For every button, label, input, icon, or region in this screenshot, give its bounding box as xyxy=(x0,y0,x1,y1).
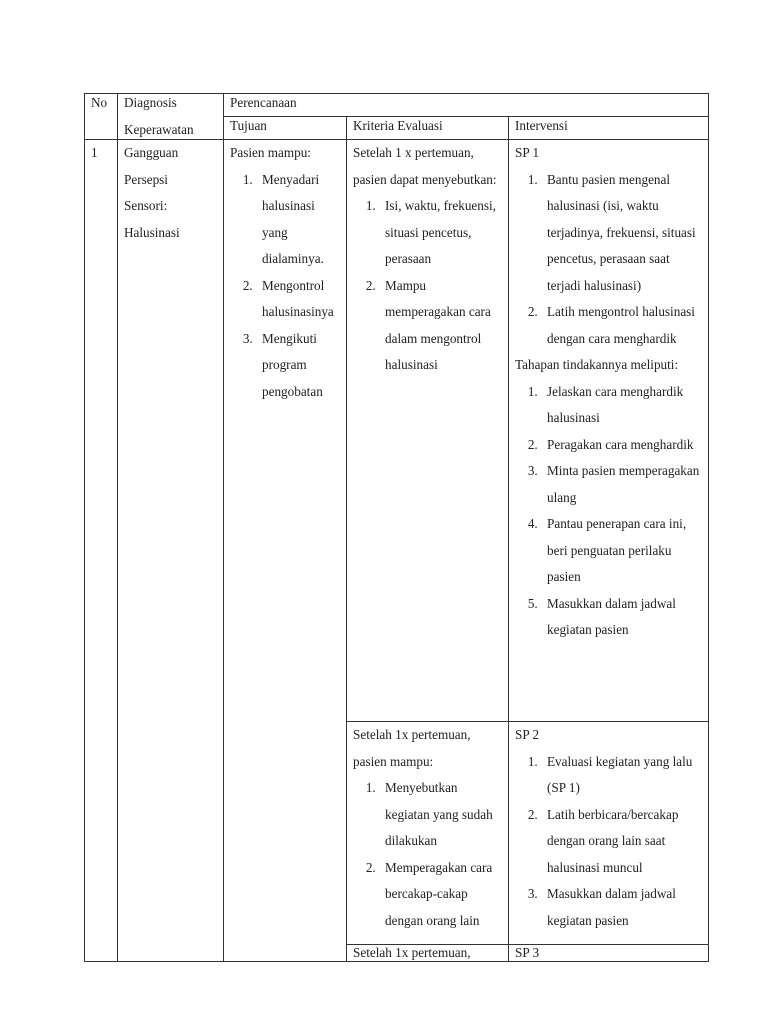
header-no: No xyxy=(85,94,118,140)
intervention-list xyxy=(515,749,702,935)
intervention-item: 3. Masukkan dalam jadwal kegiatan pasien xyxy=(541,881,702,934)
criteria-item: 1. Menyebutkan kegiatan yang sudah dilakukan xyxy=(379,775,502,855)
goal-intro: Pasien mampu: xyxy=(230,145,311,160)
step-item: 3. Minta pasien memperagakan ulang xyxy=(541,458,702,511)
header-diagnosis-line1: Diagnosis xyxy=(124,95,177,110)
goal-list xyxy=(230,167,340,406)
goal-item: 3. Mengikuti program pengobatan xyxy=(256,326,340,406)
diagnosis-line: Sensori: xyxy=(124,198,168,213)
cell-diagnosis xyxy=(118,140,224,962)
step-item: 1. Jelaskan cara menghardik halusinasi xyxy=(541,379,702,432)
cell-no: 1 xyxy=(85,140,118,962)
goal-item: 1. Menyadari halusinasi yang dialaminya. xyxy=(256,167,340,273)
criteria-intro: Setelah 1x pertemuan, xyxy=(353,945,471,960)
intervention-item: 1. Bantu pasien mengenal halusinasi (isi, waktu terjadinya, frekuensi, situasi pencetus, perasaan saat terjadi halusinasi) xyxy=(541,167,702,300)
table-row-sp1 xyxy=(85,140,709,722)
intervention-item: 1. Evaluasi kegiatan yang lalu (SP 1) xyxy=(541,749,702,802)
diagnosis-line: Halusinasi xyxy=(124,224,180,240)
criteria-intro: Setelah 1x pertemuan, pasien mampu: xyxy=(353,727,471,769)
criteria-item: 1. Isi, waktu, frekuensi, situasi pencetus, perasaan xyxy=(379,193,502,273)
goal-item: 2. Mengontrol halusinasinya xyxy=(256,273,340,326)
header-diagnosis-line2: Keperawatan xyxy=(124,122,194,137)
step-item: 2. Peragakan cara menghardik xyxy=(541,432,702,459)
step-item: 5. Masukkan dalam jadwal kegiatan pasien xyxy=(541,591,702,644)
header-row-1 xyxy=(85,94,709,117)
diagnosis-line: Gangguan xyxy=(124,145,179,160)
header-goal: Tujuan xyxy=(224,117,347,140)
sp-title: SP 3 xyxy=(515,945,540,960)
criteria-item: 2. Mampu memperagakan cara dalam mengontrol halusinasi xyxy=(379,273,502,379)
sp-title: SP 2 xyxy=(515,727,540,742)
cell-criteria-sp2 xyxy=(347,722,509,945)
criteria-intro: Setelah 1 x pertemuan, pasien dapat menyebutkan: xyxy=(353,145,497,187)
header-criteria: Kriteria Evaluasi xyxy=(347,117,509,140)
sp-title: SP 1 xyxy=(515,145,540,160)
cell-intervention-sp2 xyxy=(509,722,709,945)
header-diagnosis xyxy=(118,94,224,140)
intervention-list xyxy=(515,167,702,353)
nursing-care-plan-table xyxy=(84,93,709,962)
cell-intervention-sp3 xyxy=(509,945,709,962)
intervention-item: 2. Latih berbicara/bercakap dengan orang lain saat halusinasi muncul xyxy=(541,802,702,882)
intervention-item: 2. Latih mengontrol halusinasi dengan cara menghardik xyxy=(541,299,702,352)
cell-goal xyxy=(224,140,347,962)
criteria-list xyxy=(353,193,502,379)
step-item: 4. Pantau penerapan cara ini, beri penguatan perilaku pasien xyxy=(541,511,702,591)
header-intervention: Intervensi xyxy=(509,117,709,140)
header-planning: Perencanaan xyxy=(224,94,709,117)
steps-intro: Tahapan tindakannya meliputi: xyxy=(515,357,679,372)
criteria-item: 2. Memperagakan cara bercakap-cakap dengan orang lain xyxy=(379,855,502,935)
cell-criteria-sp3 xyxy=(347,945,509,962)
diagnosis-line: Persepsi xyxy=(124,171,168,187)
steps-list xyxy=(515,379,702,644)
criteria-list xyxy=(353,775,502,934)
cell-intervention-sp1 xyxy=(509,140,709,722)
cell-criteria-sp1 xyxy=(347,140,509,722)
